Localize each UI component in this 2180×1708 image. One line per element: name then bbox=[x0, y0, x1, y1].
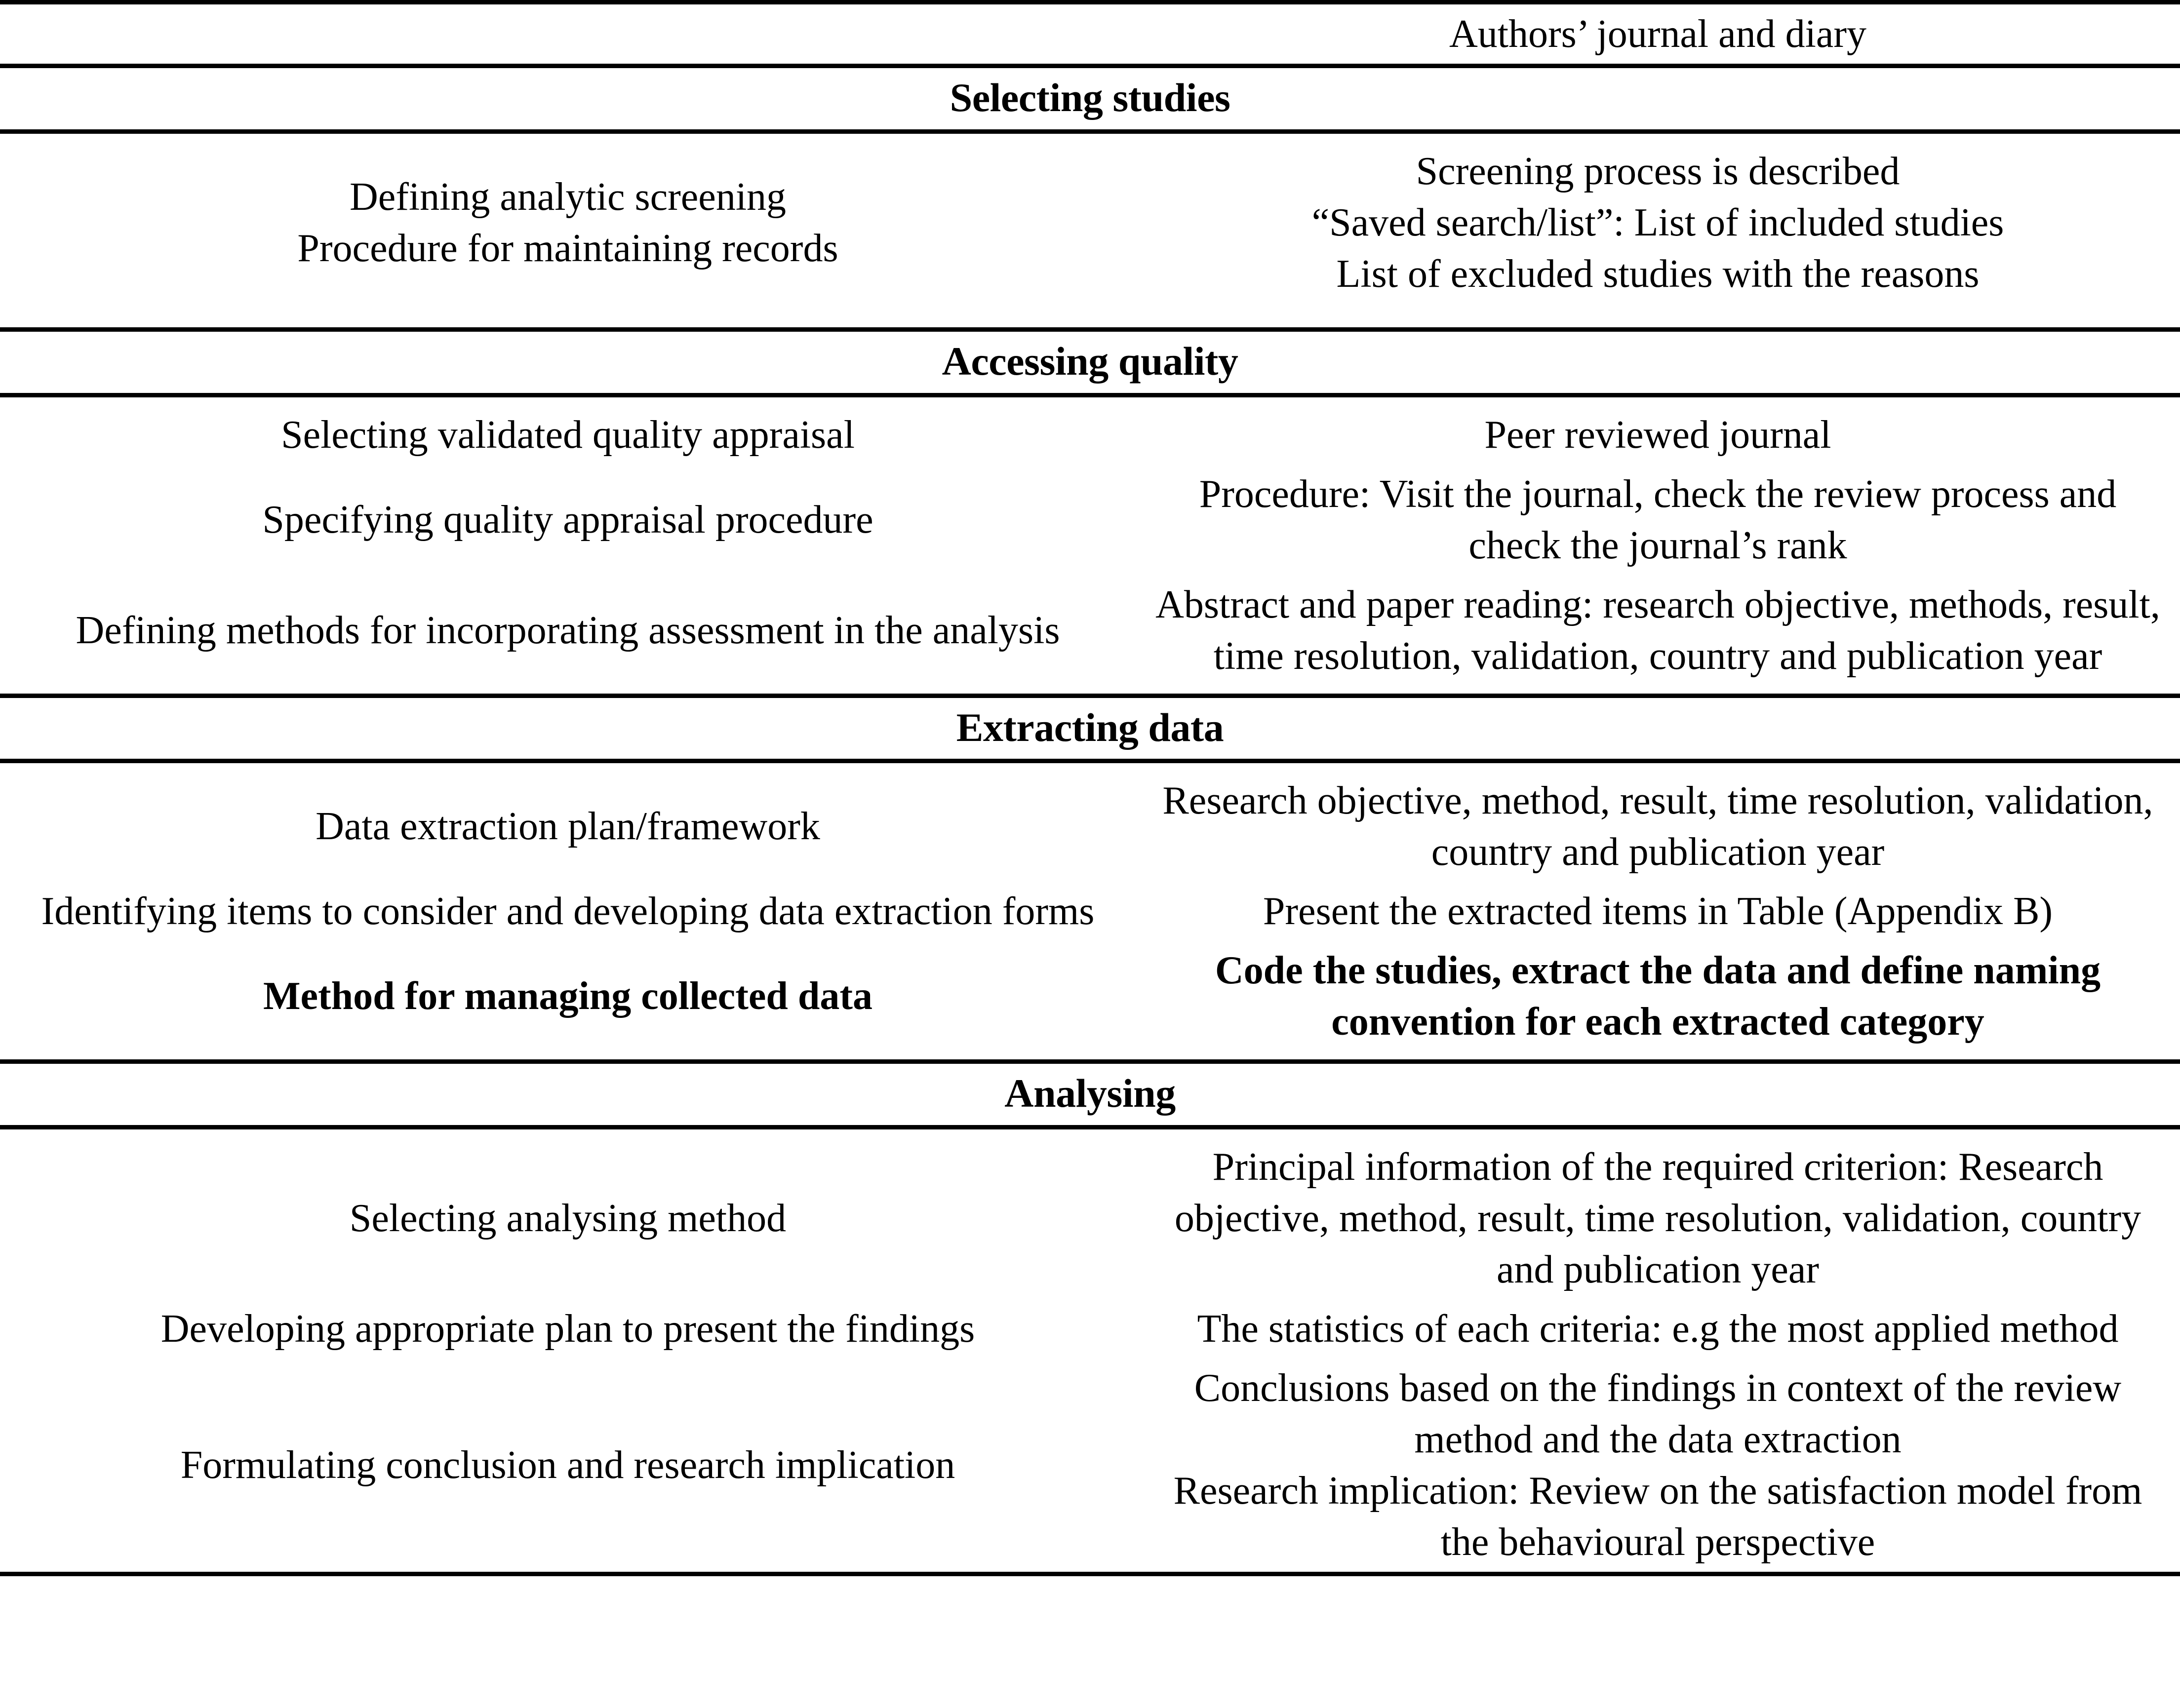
cell-line: Procedure: Visit the journal, check the review process and check the journal’s rank bbox=[1199, 472, 2117, 567]
row-right-cell bbox=[1136, 397, 2180, 465]
cell-line: Developing appropriate plan to present the findings bbox=[160, 1307, 975, 1351]
table-row bbox=[0, 941, 2180, 1059]
horizontal-rule bbox=[0, 0, 2180, 4]
row-left-cell bbox=[0, 1359, 1136, 1572]
horizontal-rule bbox=[0, 694, 2180, 698]
section-header-extracting-data: Extracting data bbox=[956, 704, 1224, 750]
rule-cell bbox=[0, 393, 2180, 397]
row-right-cell: Authors’ journal and diary bbox=[1449, 12, 1866, 56]
row-left-cell bbox=[0, 465, 1136, 575]
horizontal-rule bbox=[0, 64, 2180, 68]
cell-line: Present the extracted items in Table (Appendix B) bbox=[1263, 890, 2053, 933]
section-header-row-selecting-studies bbox=[0, 68, 2180, 129]
horizontal-rule bbox=[0, 1125, 2180, 1129]
horizontal-rule bbox=[0, 1572, 2180, 1576]
rule-below-analysing-header bbox=[0, 1125, 2180, 1129]
cell-line: Principal information of the required criterion: Research objective, method, result, time resolution, validation, country and publication year bbox=[1174, 1145, 2141, 1292]
row-left-cell bbox=[0, 763, 1136, 882]
cell-line: Research objective, method, result, time resolution, validation, country and publication year bbox=[1162, 779, 2153, 874]
rule-below-top-row bbox=[0, 64, 2180, 68]
row-left-cell bbox=[0, 134, 1136, 304]
row-right-cell bbox=[1136, 134, 2180, 304]
rule-cell bbox=[0, 1572, 2180, 1576]
horizontal-rule bbox=[0, 393, 2180, 397]
row-right-cell bbox=[1136, 1299, 2180, 1359]
table-row bbox=[0, 1129, 2180, 1299]
section-spacer bbox=[0, 304, 2180, 327]
cell-line: List of excluded studies with the reasons bbox=[1336, 252, 1980, 296]
row-right-cell bbox=[1136, 1359, 2180, 1572]
rule-bottom bbox=[0, 1572, 2180, 1576]
row-left-cell bbox=[0, 575, 1136, 694]
cell-line: Conclusions based on the findings in context of the review method and the data extraction bbox=[1194, 1366, 2122, 1462]
row-left-cell bbox=[0, 397, 1136, 465]
table-row bbox=[0, 465, 2180, 575]
cell-line: Defining analytic screening bbox=[349, 175, 787, 219]
rule-cell bbox=[0, 0, 2180, 4]
table-row bbox=[0, 4, 2180, 64]
rule-below-accessing-quality-header bbox=[0, 393, 2180, 397]
table-row bbox=[0, 882, 2180, 941]
rule-cell bbox=[0, 64, 2180, 68]
section-header-accessing-quality: Accessing quality bbox=[942, 338, 1238, 384]
section-header-selecting-studies: Selecting studies bbox=[950, 75, 1230, 120]
section-header-row-extracting-data bbox=[0, 698, 2180, 759]
cell-line: Defining methods for incorporating assessment in the analysis bbox=[76, 608, 1060, 652]
row-left-cell bbox=[0, 1299, 1136, 1359]
cell-line: “Saved search/list”: List of included studies bbox=[1311, 200, 2004, 244]
horizontal-rule bbox=[0, 759, 2180, 763]
row-left-cell bbox=[0, 941, 1136, 1059]
cell-line: Code the studies, extract the data and define naming convention for each extracted category bbox=[1215, 949, 2101, 1044]
cell-line: Selecting analysing method bbox=[349, 1197, 787, 1241]
horizontal-rule bbox=[0, 129, 2180, 134]
row-left-cell bbox=[0, 4, 1136, 64]
table-row bbox=[0, 134, 2180, 304]
spacer-cell bbox=[0, 304, 2180, 327]
row-right-cell bbox=[1136, 882, 2180, 941]
section-header-row-accessing-quality bbox=[0, 332, 2180, 393]
horizontal-rule bbox=[0, 1059, 2180, 1064]
cell-line: The statistics of each criteria: e.g the most applied method bbox=[1197, 1307, 2119, 1351]
cell-line: Procedure for maintaining records bbox=[297, 226, 838, 270]
cell-line: Specifying quality appraisal procedure bbox=[262, 498, 873, 542]
rule-cell bbox=[0, 1125, 2180, 1129]
cell-line: Abstract and paper reading: research objective, methods, result, time resolution, validation, country and publication year bbox=[1155, 582, 2160, 678]
table-row bbox=[0, 1299, 2180, 1359]
rule-cell bbox=[0, 694, 2180, 698]
cell-line: Method for managing collected data bbox=[263, 974, 872, 1018]
rule-above-analysing bbox=[0, 1059, 2180, 1064]
cell-line: Screening process is described bbox=[1416, 149, 1900, 193]
table-row bbox=[0, 575, 2180, 694]
row-left-cell bbox=[0, 882, 1136, 941]
rule-cell bbox=[0, 759, 2180, 763]
cell-line: Identifying items to consider and developing data extraction forms bbox=[41, 890, 1095, 933]
section-header-analysing: Analysing bbox=[1004, 1071, 1176, 1116]
row-right-cell bbox=[1136, 1129, 2180, 1299]
rule-above-accessing-quality bbox=[0, 327, 2180, 332]
section-header-row-analysing bbox=[0, 1064, 2180, 1125]
rule-cell bbox=[0, 129, 2180, 134]
rule-cell bbox=[0, 1059, 2180, 1064]
rule-above-extracting-data bbox=[0, 694, 2180, 698]
table-row bbox=[0, 763, 2180, 882]
table-row bbox=[0, 397, 2180, 465]
row-right-cell bbox=[1136, 575, 2180, 694]
rule-cell bbox=[0, 327, 2180, 332]
row-right-cell bbox=[1136, 941, 2180, 1059]
horizontal-rule bbox=[0, 327, 2180, 332]
cell-line: Peer reviewed journal bbox=[1484, 413, 1831, 457]
cell-line: Research implication: Review on the satisfaction model from the behavioural perspective bbox=[1173, 1469, 2142, 1564]
row-left-cell bbox=[0, 1129, 1136, 1299]
cell-line: Data extraction plan/framework bbox=[316, 805, 820, 849]
row-right-cell bbox=[1136, 763, 2180, 882]
cell-line: Formulating conclusion and research implication bbox=[180, 1443, 955, 1487]
row-right-cell bbox=[1136, 465, 2180, 575]
rule-below-extracting-data-header bbox=[0, 759, 2180, 763]
table-row bbox=[0, 1359, 2180, 1572]
rule-top bbox=[0, 0, 2180, 4]
cell-line: Selecting validated quality appraisal bbox=[281, 413, 855, 457]
rule-below-selecting-studies-header bbox=[0, 129, 2180, 134]
